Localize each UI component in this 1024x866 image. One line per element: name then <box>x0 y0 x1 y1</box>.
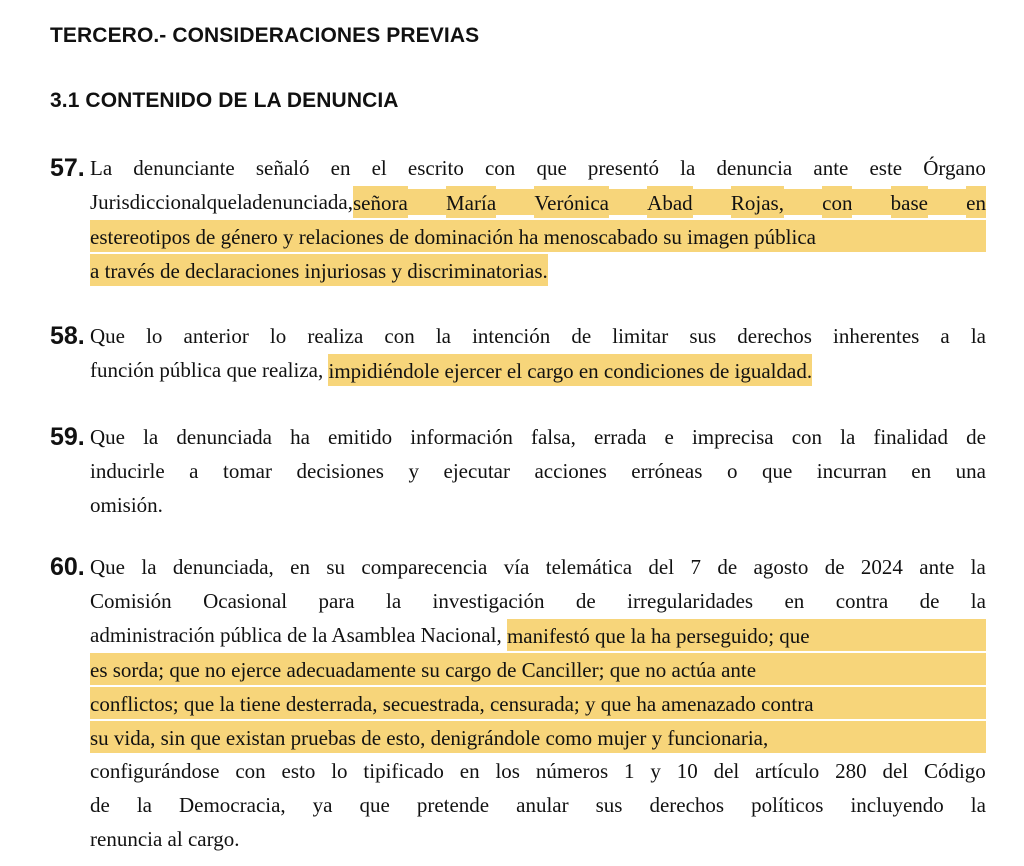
paragraph-number: 58. <box>50 322 85 350</box>
paragraph-line: inducirle a tomar decisiones y ejecutar acciones erróneas o que incurran en una <box>90 459 986 483</box>
paragraph-line: configurándose con esto lo tipificado en los números 1 y 10 del artículo 280 del Código <box>90 759 986 783</box>
paragraph-line: renuncia al cargo. <box>90 827 240 851</box>
paragraph-line: administración pública de la Asamblea Nacional, manifestó que la ha perseguido; que <box>90 619 986 651</box>
paragraph-number: 57. <box>50 154 85 182</box>
paragraph-number: 59. <box>50 423 85 451</box>
paragraph-line: omisión. <box>90 493 163 517</box>
paragraph-line: estereotipos de género y relaciones de dominación ha menoscabado su imagen pública <box>90 220 986 252</box>
paragraph-line: Comisión Ocasional para la investigación de irregularidades en contra de la <box>90 589 986 613</box>
paragraph-line: de la Democracia, ya que pretende anular sus derechos políticos incluyendo la <box>90 793 986 817</box>
paragraph-line: Que la denunciada, en su comparecencia vía telemática del 7 de agosto de 2024 ante la <box>90 555 986 579</box>
paragraph-line: Jurisdiccional que la denunciada, señora María Verónica Abad Rojas, con base en <box>90 186 986 218</box>
paragraph-line: función pública que realiza, impidiéndole ejercer el cargo en condiciones de igualdad. <box>90 354 986 386</box>
subsection-heading: 3.1 CONTENIDO DE LA DENUNCIA <box>50 89 399 112</box>
paragraph-line: Que la denunciada ha emitido información falsa, errada e imprecisa con la finalidad de <box>90 425 986 449</box>
paragraph-line: conflictos; que la tiene desterrada, secuestrada, censurada; y que ha amenazado contra <box>90 687 986 719</box>
paragraph-line: es sorda; que no ejerce adecuadamente su cargo de Canciller; que no actúa ante <box>90 653 986 685</box>
paragraph-number: 60. <box>50 553 85 581</box>
paragraph-line: Que lo anterior lo realiza con la intención de limitar sus derechos inherentes a la <box>90 324 986 348</box>
section-heading: TERCERO.- CONSIDERACIONES PREVIAS <box>50 24 480 47</box>
paragraph-line: a través de declaraciones injuriosas y discriminatorias. <box>90 254 986 286</box>
paragraph-line: su vida, sin que existan pruebas de esto, denigrándole como mujer y funcionaria, <box>90 721 986 753</box>
paragraph-line: La denunciante señaló en el escrito con que presentó la denuncia ante este Órgano <box>90 156 986 180</box>
